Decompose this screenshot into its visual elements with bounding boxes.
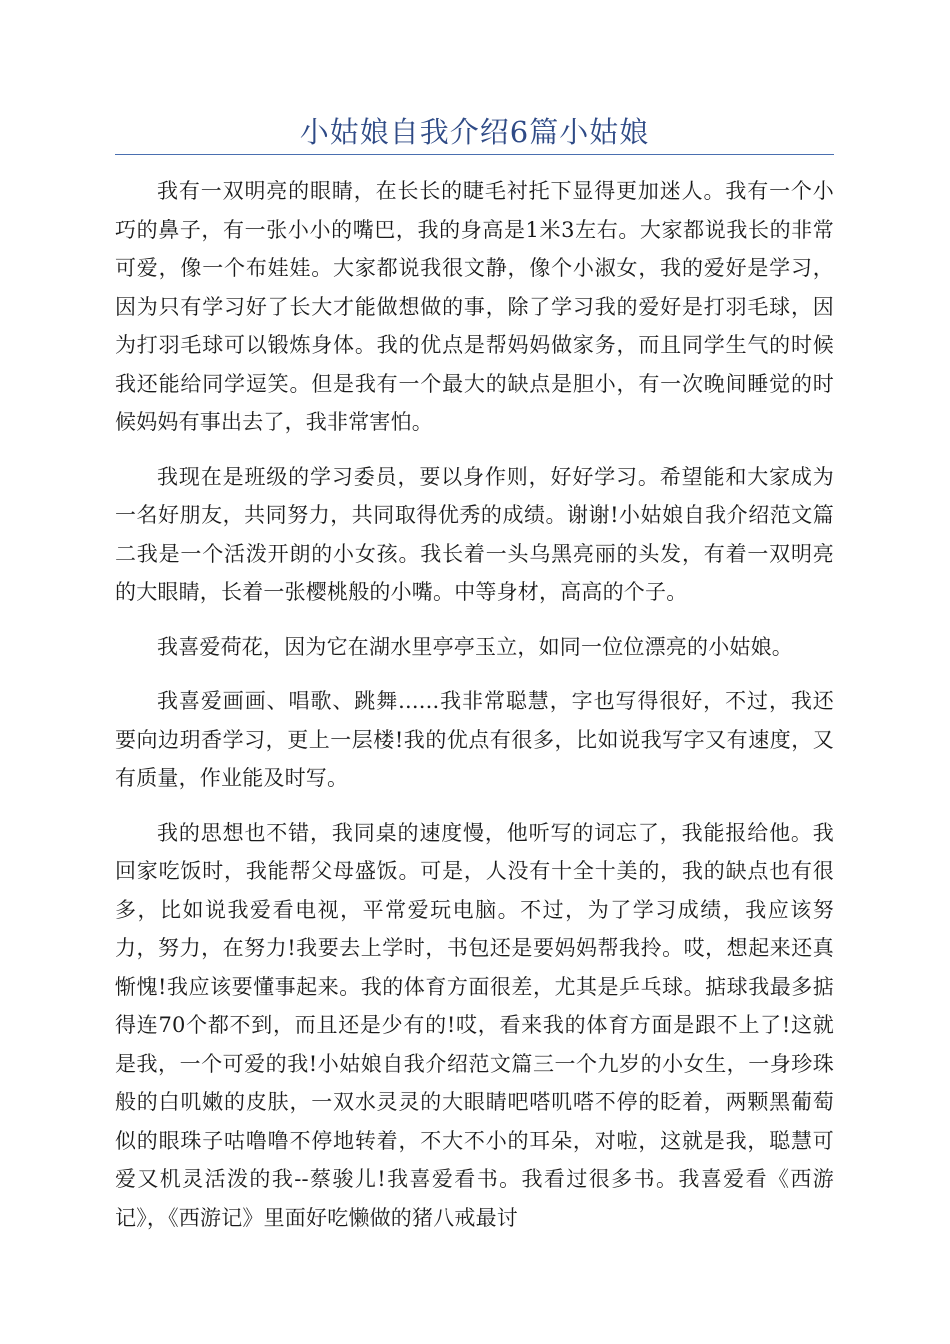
- paragraph-2: 我现在是班级的学习委员，要以身作则，好好学习。希望能和大家成为一名好朋友，共同努力，共同取得优秀的成绩。谢谢!小姑娘自我介绍范文篇二我是一个活泼开朗的小女孩。我长着一头乌黑亮丽的头发，有着一双明亮的大眼睛，长着一张樱桃般的小嘴。中等身材，高高的个子。: [115, 464, 834, 604]
- paragraph-3: 我喜爱荷花，因为它在湖水里亭亭玉立，如同一位位漂亮的小姑娘。: [157, 634, 793, 659]
- document-body: [115, 172, 834, 1253]
- title-underline: [115, 154, 834, 155]
- paragraph-5: 我的思想也不错，我同桌的速度慢，他听写的词忘了，我能报给他。我回家吃饭时，我能帮父母盛饭。可是，人没有十全十美的，我的缺点也有很多，比如说我爱看电视，平常爱玩电脑。不过，为了学习成绩，我应该努力，努力，在努力!我要去上学时，书包还是要妈妈帮我拎。哎，想起来还真惭愧!我应该要懂事起来。我的体育方面很差，尤其是乒乓球。掂球我最多掂得连70个都不到，而且还是少有的!哎，看来我的体育方面是跟不上了!这就是我，一个可爱的我!小姑娘自我介绍范文篇三一个九岁的小女生，一身珍珠般的白叽嫩的皮肤，一双水灵灵的大眼睛吧嗒叽嗒不停的眨着，两颗黑葡萄似的眼珠子咕噜噜不停地转着，不大不小的耳朵，对啦，这就是我，聪慧可爱又机灵活泼的我--蔡骏儿!我喜爱看书。我看过很多书。我喜爱看《西游记》，《西游记》里面好吃懒做的猪八戒最讨: [115, 820, 834, 1230]
- paragraph-1: 我有一双明亮的眼睛，在长长的睫毛衬托下显得更加迷人。我有一个小巧的鼻子，有一张小小的嘴巴，我的身高是1米3左右。大家都说我长的非常可爱，像一个布娃娃。大家都说我很文静，像个小淑女，我的爱好是学习，因为只有学习好了长大才能做想做的事，除了学习我的爱好是打羽毛球，因为打羽毛球可以锻炼身体。我的优点是帮妈妈做家务，而且同学生气的时候我还能给同学逗笑。但是我有一个最大的缺点是胆小，有一次晚间睡觉的时候妈妈有事出去了，我非常害怕。: [115, 179, 834, 434]
- paragraph-4: 我喜爱画画、唱歌、跳舞......我非常聪慧，字也写得很好，不过，我还要向边玥香学习，更上一层楼!我的优点有很多，比如说我写字又有速度，又有质量，作业能及时写。: [115, 689, 834, 790]
- document-title: 小姑娘自我介绍6篇小姑娘: [299, 115, 650, 149]
